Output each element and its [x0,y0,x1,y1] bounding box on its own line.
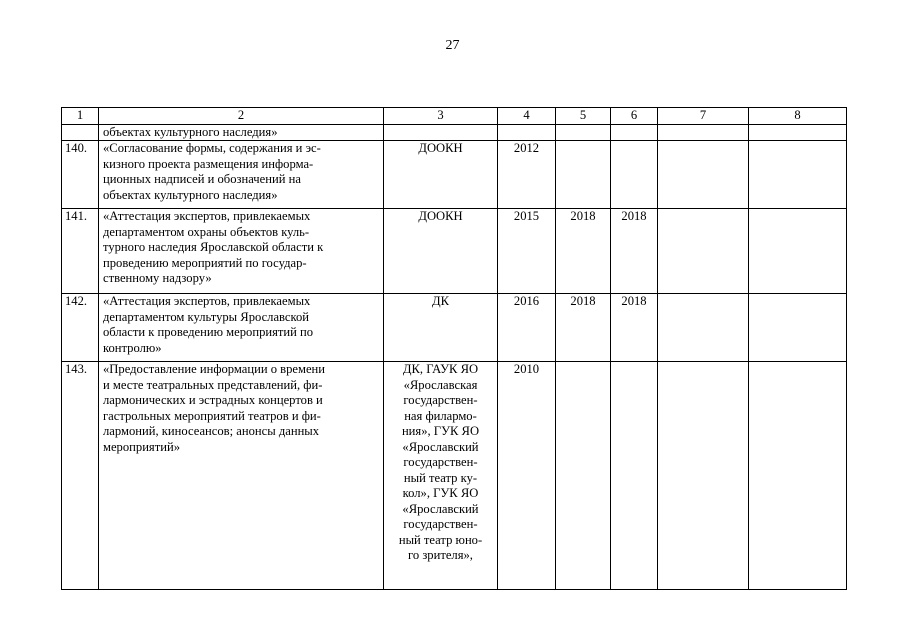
table-row [62,141,847,209]
col7-cell [658,141,749,209]
responsible-cell-line: «Ярославская [403,377,478,392]
responsible-cell-line: «Ярославский [402,439,479,454]
col6-cell: 2018 [611,209,658,294]
responsible-cell-line: ная филармо- [404,408,477,423]
service-name-cell-line: объектах культурного наследия» [103,124,278,139]
responsible-cell-line: го зрителя», [408,548,473,562]
col4-cell: 2012 [498,141,556,209]
service-name-cell-line: департаментом охраны объектов куль- [103,224,310,239]
responsible-cell-line: государствен- [403,517,478,531]
service-name-cell-line: объектах культурного наследия» [103,187,278,202]
responsible-cell [384,141,498,209]
col5-cell [556,362,611,590]
service-name-cell-line: департаментом культуры Ярославской [103,309,310,324]
responsible-cell-line: ния», ГУК ЯО [401,424,480,438]
header-cell-4: 4 [498,108,556,125]
responsible-cell-line: ДК [432,294,449,308]
col5-cell [556,124,611,141]
col6-cell: 2018 [611,294,658,362]
row-number-cell: 141. [62,209,99,294]
service-name-cell-line: кизного проекта размещения информа- [103,156,314,171]
responsible-cell-line: ный театр ку- [403,470,478,485]
service-name-cell-line: области к проведению мероприятий по [103,325,314,339]
service-name-cell-line: лармонических и эстрадных концертов и [103,393,323,407]
responsible-cell-line: ДООКН [418,141,463,155]
service-name-cell-line: «Согласование формы, содержания и эс- [103,141,321,155]
table-header-row [62,108,847,125]
table-row [62,209,847,294]
service-name-cell-line: «Аттестация экспертов, привлекаемых [103,209,311,223]
table-row [62,362,847,590]
col7-cell [658,362,749,590]
col8-cell [749,141,847,209]
col6-cell [611,124,658,141]
service-name-cell [99,362,384,590]
service-name-cell-line: контролю» [103,340,162,355]
col7-cell [658,294,749,362]
responsible-cell [384,362,498,590]
service-name-cell-line: проведению мероприятий по государ- [103,255,307,270]
header-cell-7: 7 [658,108,749,125]
service-name-cell [99,209,384,294]
header-cell-5: 5 [556,108,611,125]
col7-cell [658,209,749,294]
responsible-cell-line: ДК, ГАУК ЯО [402,362,479,376]
service-name-cell-line: лармоний, киносеансов; анонсы данных [103,424,320,438]
row-number-cell: 143. [62,362,99,590]
col8-cell [749,294,847,362]
table-body [62,124,847,590]
header-cell-2: 2 [99,108,384,125]
service-name-cell-line: турного наследия Ярославской области к [103,240,324,254]
responsible-cell [384,124,498,141]
col4-cell: 2010 [498,362,556,590]
col6-cell [611,362,658,590]
service-name-cell-line: «Аттестация экспертов, привлекаемых [103,294,311,308]
col5-cell: 2018 [556,294,611,362]
col7-cell [658,124,749,141]
table-row [62,294,847,362]
row-number-cell: 140. [62,141,99,209]
service-name-cell [99,141,384,209]
col6-cell [611,141,658,209]
service-name-cell-line: «Предоставление информации о времени [103,362,326,376]
responsible-cell-line: ный театр юно- [398,532,483,547]
responsible-cell-line: ДООКН [418,209,463,223]
service-name-cell-line: и месте театральных представлений, фи- [103,377,323,392]
service-name-cell-line: ственному надзору» [103,271,212,285]
col5-cell [556,141,611,209]
header-cell-8: 8 [749,108,847,125]
service-name-cell-line: гастрольных мероприятий театров и фи- [103,408,321,423]
service-name-cell [99,294,384,362]
service-name-cell-line: ционных надписей и обозначений на [103,172,301,186]
header-cell-3: 3 [384,108,498,125]
header-cell-1: 1 [62,108,99,125]
col5-cell: 2018 [556,209,611,294]
responsible-cell-line: государствен- [403,455,478,469]
col4-cell [498,124,556,141]
header-cell-6: 6 [611,108,658,125]
responsible-cell-line: кол», ГУК ЯО [402,486,479,500]
responsible-cell [384,294,498,362]
page-number: 27 [445,38,460,53]
table-row [62,124,847,141]
registry-table [61,107,847,590]
service-name-cell [99,124,384,141]
responsible-cell-line: государствен- [403,393,478,407]
responsible-cell-line: «Ярославский [402,501,479,516]
col8-cell [749,362,847,590]
col8-cell [749,209,847,294]
responsible-cell [384,209,498,294]
col8-cell [749,124,847,141]
col4-cell: 2015 [498,209,556,294]
service-name-cell-line: мероприятий» [103,439,181,454]
col4-cell: 2016 [498,294,556,362]
row-number-cell [62,124,99,141]
row-number-cell: 142. [62,294,99,362]
